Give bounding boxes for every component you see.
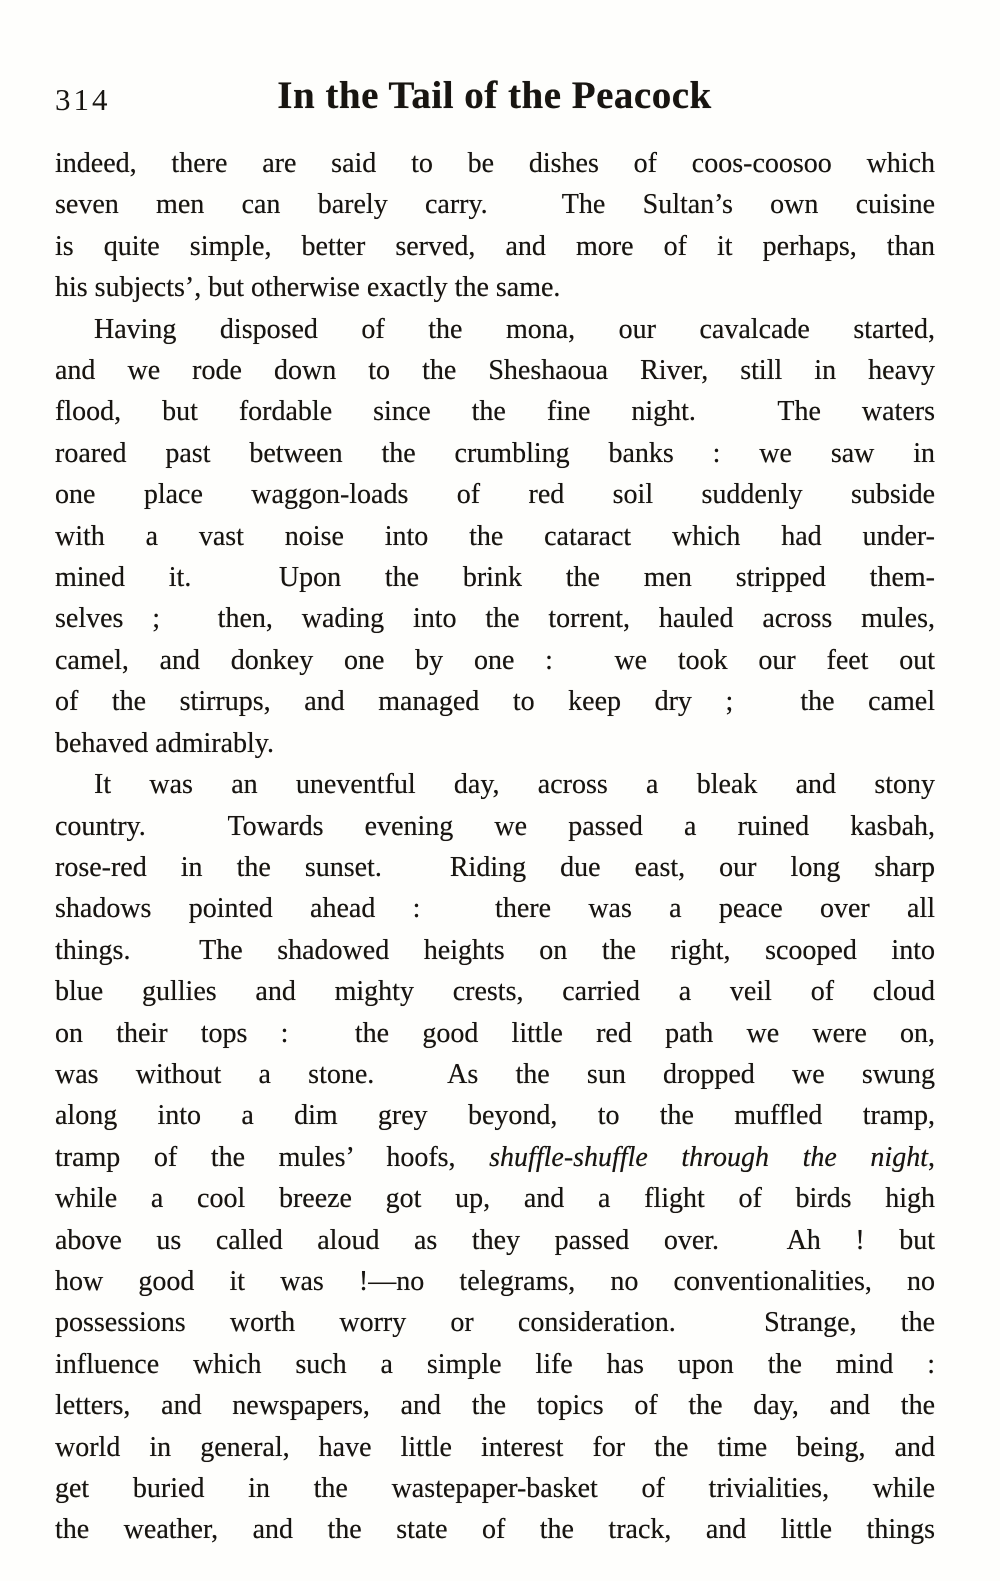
text-line: country. Towards evening we passed a ruined kasbah, — [55, 810, 935, 842]
text-line: selves ; then, wading into the torrent, hauled across mules, — [55, 603, 935, 635]
page-number: 314 — [55, 82, 111, 117]
text-line: and we rode down to the Sheshaoua River, still in heavy — [55, 355, 935, 387]
paragraph — [55, 309, 935, 764]
text-line: was without a stone. As the sun dropped we swung — [55, 1058, 935, 1090]
text-line: his subjects’, but otherwise exactly the same. — [55, 272, 561, 304]
text-line: indeed, there are said to be dishes of coos-coosoo which — [55, 148, 935, 179]
text-line: while a cool breeze got up, and a flight of birds high — [55, 1183, 935, 1215]
text-line: things. The shadowed heights on the right, scooped into — [55, 934, 935, 966]
italic-phrase: shuffle-shuffle through the night — [489, 1141, 928, 1173]
text-line: on their tops : the good little red path we were on, — [55, 1017, 935, 1049]
page-body — [55, 143, 935, 1551]
text-line: seven men can barely carry. The Sultan’s own cuisine — [55, 189, 935, 221]
running-head — [55, 74, 934, 126]
text-line: blue gullies and mighty crests, carried a veil of cloud — [55, 976, 935, 1008]
text-line: flood, but fordable since the fine night. The waters — [55, 396, 935, 428]
text-line: mined it. Upon the brink the men stripped them- — [55, 562, 935, 594]
text-line: behaved admirably. — [55, 727, 274, 759]
text-line: roared past between the crumbling banks : we saw in — [55, 437, 935, 469]
text-line: Having disposed of the mona, our cavalcade started, — [94, 313, 935, 345]
text-line: above us called aloud as they passed over. Ah ! but — [55, 1224, 935, 1256]
text-line-with-italic — [55, 1137, 935, 1178]
text-line: get buried in the wastepaper-basket of trivialities, while — [55, 1473, 935, 1504]
text-line: along into a dim grey beyond, to the muffled tramp, — [55, 1100, 935, 1132]
text-line: influence which such a simple life has upon the mind : — [55, 1348, 935, 1380]
text-line: world in general, have little interest for the time being, and — [55, 1431, 935, 1463]
paragraph — [55, 143, 935, 309]
text-line: how good it was !—no telegrams, no conventionalities, no — [55, 1265, 935, 1297]
italic-line-pre: tramp of the mules’ hoofs, — [55, 1141, 490, 1173]
text-line: letters, and newspapers, and the topics of the day, and the — [55, 1390, 935, 1422]
text-line: one place waggon-loads of red soil suddenly subside — [55, 479, 935, 511]
text-line: of the stirrups, and managed to keep dry ; the camel — [55, 686, 935, 718]
text-line: possessions worth worry or consideration. Strange, the — [55, 1307, 935, 1339]
text-line: shadows pointed ahead : there was a peace over all — [55, 893, 935, 925]
text-line: rose-red in the sunset. Riding due east, our long sharp — [55, 851, 935, 883]
italic-line-post: , — [927, 1141, 935, 1173]
text-line: is quite simple, better served, and more of it perhaps, than — [55, 230, 935, 262]
text-line: It was an uneventful day, across a bleak and stony — [94, 769, 935, 801]
paragraph — [55, 764, 935, 1551]
text-line: with a vast noise into the cataract which had under- — [55, 520, 935, 552]
text-line: camel, and donkey one by one : we took our feet out — [55, 644, 935, 676]
page-title: In the Tail of the Peacock — [277, 74, 712, 117]
text-line: the weather, and the state of the track, and little things — [55, 1514, 935, 1546]
